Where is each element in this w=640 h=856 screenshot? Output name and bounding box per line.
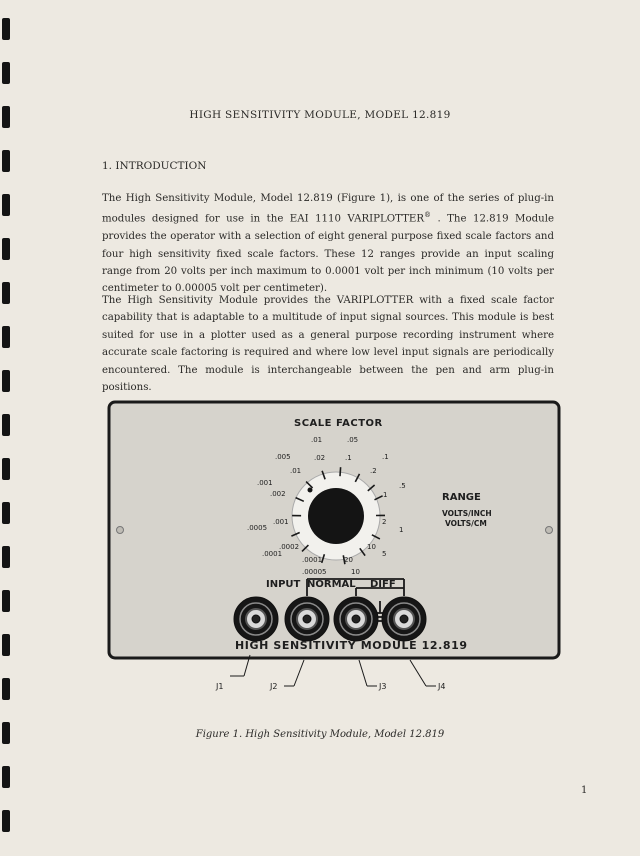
dial-label: 10: [367, 543, 376, 551]
jack-j3: [334, 597, 378, 641]
diff-label: DIFF: [370, 579, 396, 590]
dial-label: 5: [382, 550, 387, 558]
jack-j1: [234, 597, 278, 641]
dial-label: .5: [399, 482, 406, 490]
jack-label-j4: J4: [438, 682, 446, 691]
figure-caption: Figure 1. High Sensitivity Module, Model 12.819: [195, 729, 445, 740]
page-number: 1: [581, 785, 588, 796]
dial-label: .05: [347, 436, 359, 444]
dial-label: .00005: [302, 568, 327, 576]
normal-label: NORMAL: [307, 579, 356, 590]
para1-rest: . The 12.819 Module provides the operator with a selection of eight general purpose fixed scale factors and four high sensitivity fixed scale factors. These 12 ranges provide an input scaling range from 20 volts per inch maximum to 0.0001 volt per inch minimum (10 volts per centimeter to 0.00005 volt per centimeter).: [102, 213, 554, 295]
dial-label: .002: [270, 490, 286, 498]
intro-paragraph-2: The High Sensitivity Module provides the VARIPLOTTER with a fixed scale factor capability that is adaptable to a multitude of input signal sources. This module is best suited for use in a plotter used as a general purpose recording instrument where accurate scale factoring is required and where low level input signals are periodically encountered. The module is interchangeable between the pen and arm plug-in positions.: [102, 295, 554, 394]
dial-label: .0001: [302, 556, 323, 564]
dial-label: .001: [257, 479, 273, 487]
dial-label: .01: [290, 467, 302, 475]
binder-holes: [0, 0, 14, 856]
jack-j4: [382, 597, 426, 641]
dial-label: .001: [273, 518, 289, 526]
module-name-label: HIGH SENSITIVITY MODULE 12.819: [235, 639, 468, 652]
units-volts-inch: VOLTS/INCH: [442, 509, 492, 518]
dial-label: .0001: [262, 550, 283, 558]
dial-label: .2: [370, 467, 377, 475]
intro-paragraph-1: [102, 190, 554, 298]
screw-left: [117, 527, 124, 534]
dial-label: 1: [383, 491, 388, 499]
dial-label: .0002: [279, 543, 300, 551]
dial-label: .02: [314, 454, 326, 462]
registered-mark: ®: [424, 211, 432, 220]
scale-factor-title: SCALE FACTOR: [294, 418, 383, 429]
dial-label: .1: [345, 454, 352, 462]
input-label: INPUT: [266, 579, 301, 590]
dial-label: 20: [344, 556, 353, 564]
jack-j2: [285, 597, 329, 641]
para1-text: The High Sensitivity Module, Model 12.819 (Figure 1), is one of the series of plug-in modules designed for use in the EAI 1110 VARIPLOTTER: [102, 193, 554, 225]
dial-pointer-dot: [308, 488, 313, 493]
dial-label: 2: [382, 518, 387, 526]
jack-label-j3: J3: [379, 682, 387, 691]
dial-label: .1: [382, 453, 389, 461]
dial-label: .005: [275, 453, 291, 461]
dial-label: 10: [351, 568, 360, 576]
dial-label: .01: [311, 436, 323, 444]
page-title: HIGH SENSITIVITY MODULE, MODEL 12.819: [189, 109, 451, 121]
module-figure: [104, 398, 564, 696]
jack-label-j1: J1: [216, 682, 224, 691]
units-volts-cm: VOLTS/CM: [445, 519, 487, 528]
section-heading: 1. INTRODUCTION: [102, 160, 207, 172]
dial-label: 1: [399, 526, 404, 534]
jack-leader-lines: [230, 655, 436, 686]
range-title: RANGE: [442, 492, 481, 503]
screw-right: [546, 527, 553, 534]
dial-label: .0005: [247, 524, 268, 532]
selector-knob: [308, 488, 364, 544]
jack-label-j2: J2: [270, 682, 278, 691]
